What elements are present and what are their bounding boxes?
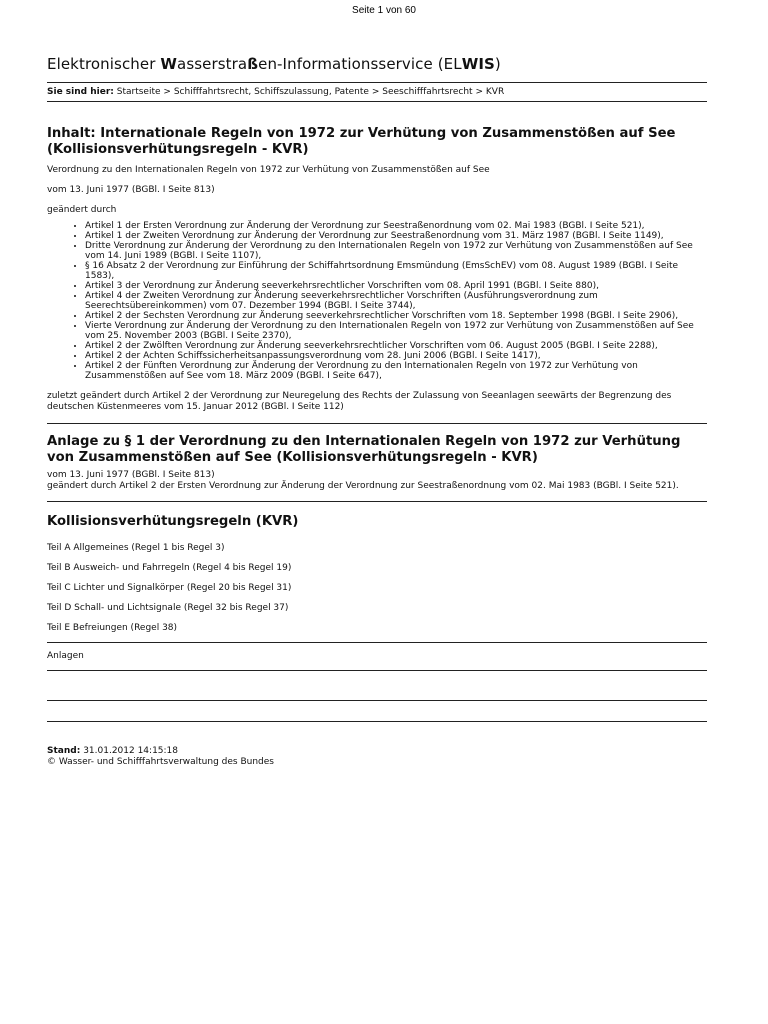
toc-teil-b[interactable]: Teil B Ausweich- und Fahrregeln (Regel 4 bis Regel 19) bbox=[47, 563, 292, 573]
breadcrumb-item-kvr[interactable]: KVR bbox=[485, 87, 505, 97]
list-item: • Vierte Verordnung zur Änderung der Verordnung zu den Internationalen Regeln von 1972 zur Verhütung von Zusammenstößen auf See vom 25. November 2003 (BGBl. I Seite 2370), bbox=[85, 321, 707, 341]
inhalt-heading: Inhalt: Internationale Regeln von 1972 zur Verhütung von Zusammenstößen auf See (Kollisionsverhütungsregeln - KVR) bbox=[47, 126, 676, 157]
breadcrumb-separator: > bbox=[371, 87, 380, 97]
toc-teil-c[interactable]: Teil C Lichter und Signalkörper (Regel 20 bis Regel 31) bbox=[47, 583, 292, 593]
toc-teil-e[interactable]: Teil E Befreiungen (Regel 38) bbox=[47, 623, 178, 633]
list-item: • § 16 Absatz 2 der Verordnung zur Einführung der Schiffahrtsordnung Emsmündung (EmsSchEV) vom 08. August 1989 (BGBl. I Seite 1583), bbox=[85, 261, 707, 281]
copyright-text: © Wasser- und Schifffahrtsverwaltung des Bundes bbox=[47, 757, 274, 767]
breadcrumb-separator: > bbox=[163, 87, 171, 97]
list-item: • Artikel 2 der Fünften Verordnung zur Änderung der Verordnung zu den Internationalen Regeln von 1972 zur Verhütung von Zusammenstößen auf See vom 18. März 2009 (BGBl. I Seite 647), bbox=[85, 361, 707, 381]
list-item: • Artikel 4 der Zweiten Verordnung zur Änderung seeverkehrsrechtlicher Vorschriften (Ausführungsverordnung zum Seerechtsübereinkommen) vom 07. Dezember 1994 (BGBl. I Seite 3744), bbox=[85, 291, 707, 311]
title-part: ß bbox=[247, 55, 259, 73]
stand-label: Stand: bbox=[47, 746, 81, 756]
toc-anlagen[interactable]: Anlagen bbox=[47, 651, 84, 661]
list-item: • Artikel 2 der Zwölften Verordnung zur Änderung seeverkehrsrechtlicher Vorschriften vom 06. August 2005 (BGBl. I Seite 2288), bbox=[85, 341, 707, 351]
verordnung-text: Verordnung zu den Internationalen Regeln von 1972 zur Verhütung von Zusammenstößen auf See bbox=[47, 165, 490, 175]
list-item: • Artikel 1 der Zweiten Verordnung zur Änderung der Verordnung zur Seestraßenordnung vom 31. März 1987 (BGBl. I Seite 1149), bbox=[85, 231, 707, 241]
title-part: en-Informationsservice (EL bbox=[258, 55, 462, 73]
anlage-heading: Anlage zu § 1 der Verordnung zu den Internationalen Regeln von 1972 zur Verhütung von Zusammenstößen auf See (Kollisionsverhütungsregeln - KVR) bbox=[47, 434, 681, 465]
anlage-date: vom 13. Juni 1977 (BGBl. I Seite 813) bbox=[47, 470, 215, 480]
list-item: • Artikel 1 der Ersten Verordnung zur Änderung der Verordnung zur Seestraßenordnung vom 02. Mai 1983 (BGBl. I Seite 521), bbox=[85, 221, 707, 231]
last-change-text: zuletzt geändert durch Artikel 2 der Verordnung zur Neuregelung des Rechts der Zulassung von Seeanlagen seewärts der Begrenzung des deutschen Küstenmeeres vom 15. Januar 2012 (BGBl. I Seite 112) bbox=[47, 391, 672, 412]
title-part: Elektronischer bbox=[47, 55, 161, 73]
list-item: • Artikel 2 der Sechsten Verordnung zur Änderung seeverkehrsrechtlicher Vorschriften vom 18. September 1998 (BGBl. I Seite 2906), bbox=[85, 311, 707, 321]
breadcrumb-separator: > bbox=[475, 87, 484, 97]
page-content bbox=[47, 50, 707, 768]
toc-teil-a[interactable]: Teil A Allgemeines (Regel 1 bis Regel 3) bbox=[47, 543, 225, 553]
list-item: • Dritte Verordnung zur Änderung der Verordnung zu den Internationalen Regeln von 1972 zur Verhütung von Zusammenstößen auf See vom 14. Juni 1989 (BGBl. I Seite 1107), bbox=[85, 241, 707, 261]
breadcrumb-item-startseite[interactable]: Startseite bbox=[116, 87, 161, 97]
toc-teil-d[interactable]: Teil D Schall- und Lichtsignale (Regel 32 bis Regel 37) bbox=[47, 603, 289, 613]
verordnung-date: vom 13. Juni 1977 (BGBl. I Seite 813) bbox=[47, 185, 215, 195]
page-counter: Seite 1 von 60 bbox=[352, 5, 416, 16]
breadcrumb-item-schifffahrtsrecht[interactable]: Schifffahrtsrecht, Schiffszulassung, Patente bbox=[173, 87, 369, 97]
title-part: W bbox=[160, 55, 178, 73]
title-part: ) bbox=[494, 55, 501, 73]
title-part: asserstra bbox=[177, 55, 248, 73]
list-item: • Artikel 2 der Achten Schiffssicherheitsanpassungsverordnung vom 28. Juni 2006 (BGBl. I Seite 1417), bbox=[85, 351, 707, 361]
breadcrumb-item-seeschifffahrtsrecht[interactable]: Seeschifffahrtsrecht bbox=[382, 87, 473, 97]
list-item: • Artikel 3 der Verordnung zur Änderung seeverkehrsrechtlicher Vorschriften vom 08. April 1991 (BGBl. I Seite 880), bbox=[85, 281, 707, 291]
kvr-heading: Kollisionsverhütungsregeln (KVR) bbox=[47, 514, 299, 529]
changed-by-label: geändert durch bbox=[47, 205, 117, 215]
stand-value: 31.01.2012 14:15:18 bbox=[83, 746, 178, 756]
title-part: WIS bbox=[461, 55, 495, 73]
anlage-changed: geändert durch Artikel 2 der Ersten Verordnung zur Änderung der Verordnung zur Seestraßenordnung vom 02. Mai 1983 (BGBl. I Seite 521). bbox=[47, 481, 679, 491]
breadcrumb-label: Sie sind hier: bbox=[47, 87, 114, 97]
amendments-list bbox=[47, 221, 707, 381]
site-title bbox=[47, 53, 707, 75]
stand-line bbox=[47, 746, 707, 757]
breadcrumb bbox=[47, 83, 707, 101]
footer bbox=[47, 746, 707, 768]
